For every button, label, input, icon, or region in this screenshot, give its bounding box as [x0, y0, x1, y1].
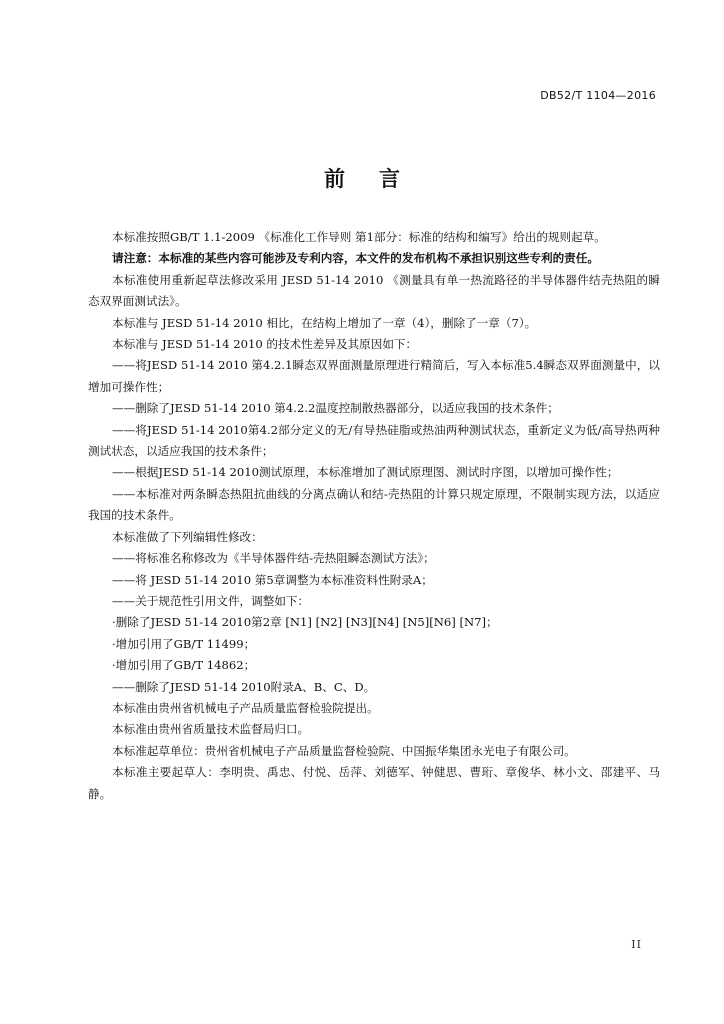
- list-item: ——删除了JESD 51-14 2010 第4.2.2温度控制散热器部分，以适应我国的技术条件；: [112, 401, 559, 416]
- list-item: ·删除了JESD 51-14 2010第2章 [N1] [N2] [N3][N4] [N5][N6] [N7]；: [112, 615, 498, 630]
- list-item: ——将标准名称修改为《半导体器件结-壳热阻瞬态测试方法》；: [112, 551, 435, 566]
- paragraph-drafting-units: 本标准起草单位：贵州省机械电子产品质量监督检验院、中国振华集团永光电子有限公司。: [112, 743, 576, 758]
- paragraph-tech-diff-intro: 本标准与 JESD 51-14 2010 的技术性差异及其原因如下：: [112, 337, 418, 352]
- page-title: 前言: [324, 167, 434, 191]
- list-item: ·增加引用了GB/T 11499；: [112, 636, 256, 651]
- list-item: ——根据JESD 51-14 2010测试原理，本标准增加了测试原理图、测试时序图，以增加可操作性；: [112, 465, 619, 480]
- paragraph-structure-change: 本标准与 JESD 51-14 2010 相比，在结构上增加了一章（4），删除了一章（7）。: [112, 315, 537, 330]
- list-item: ——将JESD 51-14 2010第4.2部分定义的无/有导热硅脂或热油两种测试状态，重新定义为低/高导热两种测试状态，以适应我国的技术条件；: [88, 422, 660, 459]
- list-item: ——本标准对两条瞬态热阻抗曲线的分离点确认和结-壳热阻的计算只规定原理，不限制实现方法，以适应我国的技术条件。: [88, 486, 660, 523]
- list-item: ·增加引用了GB/T 14862；: [112, 658, 256, 673]
- paragraph-drafters: 本标准主要起草人：李明贵、禹忠、付悦、岳萍、刘德军、钟健思、曹珩、章俊华、林小文、邵建平、马静。: [88, 765, 660, 801]
- paragraph-editorial-intro: 本标准做了下列编辑性修改：: [112, 529, 263, 544]
- standard-code: DB52/T 1104—2016: [540, 89, 656, 102]
- page-number: II: [631, 938, 642, 951]
- paragraph-drafting-rules: 本标准按照GB/T 1.1-2009 《标准化工作导则 第1部分：标准的结构和编写》给出的规则起草。: [112, 230, 606, 244]
- paragraph-proposer: 本标准由贵州省机械电子产品质量监督检验院提出。: [112, 700, 379, 715]
- paragraph-patent-notice: 请注意：本标准的某些内容可能涉及专利内容，本文件的发布机构不承担识别这些专利的责任。: [112, 251, 599, 266]
- list-item: ——删除了JESD 51-14 2010附录A、B、C、D。: [112, 679, 376, 694]
- list-item: ——将JESD 51-14 2010 第4.2.1瞬态双界面测量原理进行精简后，写入本标准5.4瞬态双界面测量中，以增加可操作性；: [88, 358, 660, 394]
- list-item: ——将 JESD 51-14 2010 第5章调整为本标准资料性附录A；: [112, 572, 433, 587]
- paragraph-administrator: 本标准由贵州省质量技术监督局归口。: [112, 722, 310, 737]
- paragraph-adoption: 本标准使用重新起草法修改采用 JESD 51-14 2010 《测量具有单一热流路径的半导体器件结壳热阻的瞬态双界面测试法》。: [88, 272, 660, 309]
- foreword-body: [88, 227, 660, 805]
- list-item: ——关于规范性引用文件，调整如下：: [112, 593, 310, 608]
